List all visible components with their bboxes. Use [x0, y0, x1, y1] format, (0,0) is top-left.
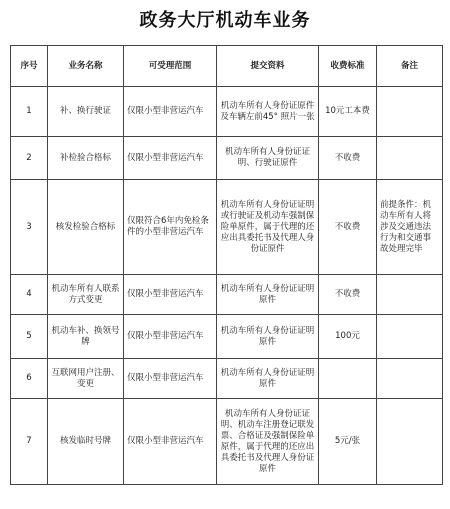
- scope-cell: 仅限小型非营运汽车: [124, 399, 217, 485]
- note-cell: [377, 359, 443, 399]
- header-note: 备注: [377, 46, 443, 87]
- documents-cell: 机动车所有人身份证证明原件: [217, 359, 319, 399]
- business-name: 机动车所有人联系方式变更: [48, 275, 124, 315]
- header-documents: 提交资料: [217, 46, 319, 87]
- note-cell: [377, 87, 443, 137]
- fee-cell: 5元/张: [319, 399, 377, 485]
- header-fee: 收费标准: [319, 46, 377, 87]
- note-cell: 前提条件：机动车所有人将涉及交通违法行为和交通事故处理完毕: [377, 180, 443, 275]
- business-name: 互联网用户注册、变更: [48, 359, 124, 399]
- table-row: [11, 180, 443, 275]
- note-cell: [377, 399, 443, 485]
- scope-cell: 仅限小型非营运汽车: [124, 137, 217, 180]
- note-cell: [377, 315, 443, 359]
- fee-cell: 100元: [319, 315, 377, 359]
- fee-cell: 不收费: [319, 275, 377, 315]
- business-name: 补、换行驶证: [48, 87, 124, 137]
- row-number: 7: [11, 399, 48, 485]
- documents-cell: 机动车所有人身份证证明或行驶证及机动车强制保险单原件，属于代理的还应出具委托书及代理人身份证原件: [217, 180, 319, 275]
- scope-cell: 仅限小型非营运汽车: [124, 359, 217, 399]
- fee-cell: 不收费: [319, 137, 377, 180]
- table-row: [11, 399, 443, 485]
- business-name: 补检验合格标: [48, 137, 124, 180]
- row-number: 5: [11, 315, 48, 359]
- documents-cell: 机动车所有人身份证证明、机动车注册登记联发票、合格证及强制保险单原件，属于代理的还应出具委托书及代理人身份证原件: [217, 399, 319, 485]
- header-seq: 序号: [11, 46, 48, 87]
- table-row: [11, 87, 443, 137]
- row-number: 6: [11, 359, 48, 399]
- fee-cell: [319, 359, 377, 399]
- documents-cell: 机动车所有人身份证原件及车辆左前45° 照片一张: [217, 87, 319, 137]
- business-name: 机动车补、换领号牌: [48, 315, 124, 359]
- header-scope: 可受理范围: [124, 46, 217, 87]
- business-name: 核发临时号牌: [48, 399, 124, 485]
- documents-cell: 机动车所有人身份证证明原件: [217, 315, 319, 359]
- table-row: [11, 275, 443, 315]
- scope-cell: 仅限小型非营运汽车: [124, 275, 217, 315]
- documents-cell: 机动车所有人身份证证明、行驶证原件: [217, 137, 319, 180]
- page-title: 政务大厅机动车业务: [139, 10, 311, 31]
- row-number: 3: [11, 180, 48, 275]
- fee-cell: 10元工本费: [319, 87, 377, 137]
- scope-cell: 仅限小型非营运汽车: [124, 315, 217, 359]
- business-table: [10, 45, 443, 485]
- scope-cell: 仅限符合6年内免检条件的小型非营运汽车: [124, 180, 217, 275]
- note-cell: [377, 137, 443, 180]
- table-header-row: [11, 46, 443, 87]
- row-number: 1: [11, 87, 48, 137]
- row-number: 4: [11, 275, 48, 315]
- table-row: [11, 359, 443, 399]
- row-number: 2: [11, 137, 48, 180]
- fee-cell: 不收费: [319, 180, 377, 275]
- table-row: [11, 137, 443, 180]
- note-cell: [377, 275, 443, 315]
- table-row: [11, 315, 443, 359]
- documents-cell: 机动车所有人身份证证明原件: [217, 275, 319, 315]
- header-business-name: 业务名称: [48, 46, 124, 87]
- business-name: 核发检验合格标: [48, 180, 124, 275]
- scope-cell: 仅限小型非营运汽车: [124, 87, 217, 137]
